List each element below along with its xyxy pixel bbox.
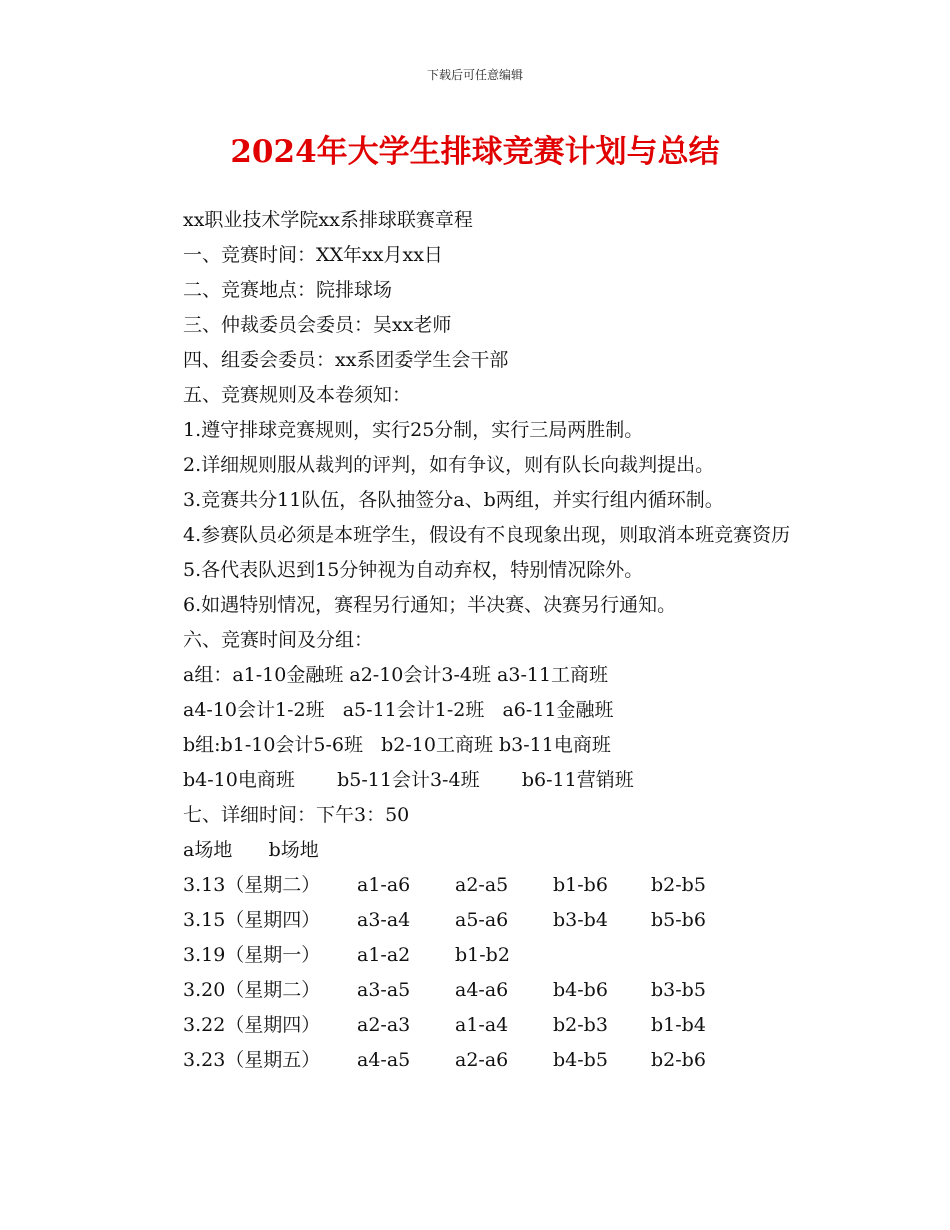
schedule-date: 3.15（星期四） (183, 909, 321, 931)
schedule-row (142, 903, 822, 938)
schedule-match: b3-b4 (553, 909, 608, 931)
schedule-match: b1-b2 (455, 944, 510, 966)
schedule-date: 3.23（星期五） (183, 1049, 321, 1071)
text-line: 三、仲裁委员会委员：吴xx老师 (183, 314, 452, 336)
schedule-row (142, 1043, 822, 1078)
schedule-match: b3-b5 (651, 979, 706, 1001)
schedule-row (142, 868, 822, 903)
schedule-row (142, 973, 822, 1008)
schedule-date: 3.19（星期一） (183, 944, 321, 966)
schedule-match: a2-a6 (455, 1049, 509, 1071)
schedule-match: b2-b3 (553, 1014, 608, 1036)
group-a-line: a组：a1-10金融班 a2-10会计3-4班 a3-11工商班 (183, 664, 609, 686)
venue-header: a场地 b场地 (183, 839, 319, 861)
text-line: 七、详细时间：下午3：50 (183, 804, 410, 826)
schedule-match: a4-a5 (357, 1049, 411, 1071)
schedule-match: a1-a2 (357, 944, 411, 966)
schedule-match: b1-b6 (553, 874, 608, 896)
schedule-match: b4-b5 (553, 1049, 608, 1071)
schedule-match: b2-b6 (651, 1049, 706, 1071)
schedule-match: a2-a3 (357, 1014, 411, 1036)
text-line: 3.竞赛共分11队伍，各队抽签分a、b两组，并实行组内循环制。 (183, 489, 724, 511)
schedule-date: 3.20（星期二） (183, 979, 321, 1001)
schedule-date: 3.22（星期四） (183, 1014, 321, 1036)
schedule-match: a3-a4 (357, 909, 411, 931)
schedule-row (142, 938, 822, 973)
schedule-match: a2-a5 (455, 874, 509, 896)
document-title: 2024年大学生排球竞赛计划与总结 (230, 134, 720, 170)
schedule-match: a1-a4 (455, 1014, 509, 1036)
text-line: 二、竞赛地点：院排球场 (183, 279, 393, 301)
text-line: 五、竞赛规则及本卷须知： (183, 384, 412, 406)
document-body (142, 203, 822, 1078)
schedule-match: b5-b6 (651, 909, 706, 931)
schedule-date: 3.13（星期二） (183, 874, 321, 896)
text-line: 2.详细规则服从裁判的评判，如有争议，则有队长向裁判提出。 (183, 454, 715, 476)
text-line: xx职业技术学院xx系排球联赛章程 (183, 209, 473, 231)
text-line: 5.各代表队迟到15分钟视为自动弃权，特别情况除外。 (183, 559, 644, 581)
group-b-line: b4-10电商班 b5-11会计3-4班 b6-11营销班 (183, 769, 634, 791)
schedule-match: b4-b6 (553, 979, 608, 1001)
text-line: 四、组委会委员：xx系团委学生会干部 (183, 349, 509, 371)
text-line: 六、竞赛时间及分组： (183, 629, 374, 651)
header-note: 下载后可任意编辑 (426, 68, 523, 82)
text-line: 6.如遇特别情况，赛程另行通知；半决赛、决赛另行通知。 (183, 594, 677, 616)
schedule-match: b2-b5 (651, 874, 706, 896)
group-b-line: b组:b1-10会计5-6班 b2-10工商班 b3-11电商班 (183, 734, 611, 756)
text-line: 一、竞赛时间：XX年xx月xx日 (183, 244, 443, 266)
text-line: 1.遵守排球竞赛规则，实行25分制，实行三局两胜制。 (183, 419, 644, 441)
schedule-match: a4-a6 (455, 979, 509, 1001)
schedule-match: a3-a5 (357, 979, 411, 1001)
schedule-match: b1-b4 (651, 1014, 706, 1036)
group-a-line: a4-10会计1-2班 a5-11会计1-2班 a6-11金融班 (183, 699, 614, 721)
schedule-row (142, 1008, 822, 1043)
text-paragraph-wrapped: 4.参赛队员必须是本班学生，假设有不良现象出现，则取消本班竞赛资历 (183, 524, 791, 546)
schedule-match: a1-a6 (357, 874, 411, 896)
schedule-match: a5-a6 (455, 909, 509, 931)
